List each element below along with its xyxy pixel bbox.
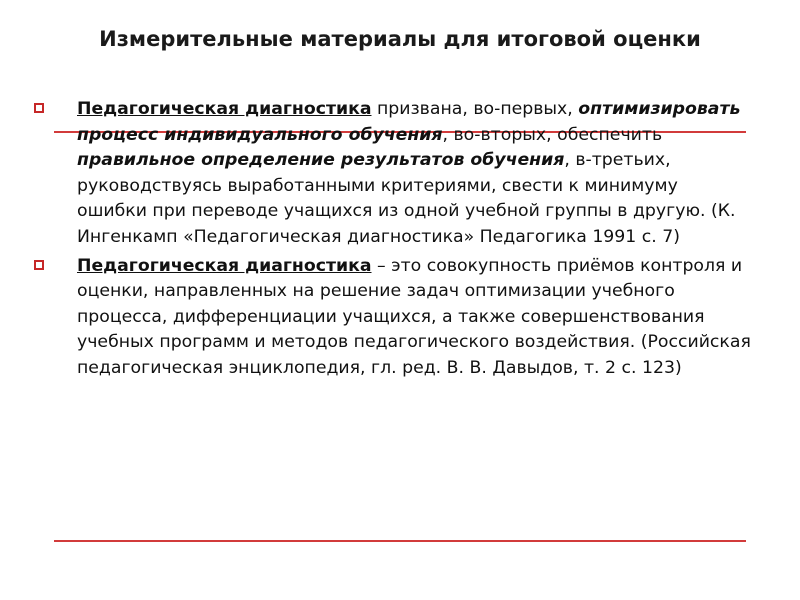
- bullet-item-encyclopedia: [32, 254, 752, 382]
- bullet-text: , во-вторых, обеспечить: [442, 124, 663, 145]
- bullet-list: [32, 97, 752, 385]
- term-pedagogical-diagnostics: Педагогическая диагностика: [77, 255, 372, 276]
- bullet-text: , в-третьих, руководствуясь выработанными критериями, свести к минимуму ошибки при переводе учащихся из одной учебной группы в другую. (К. Ингенкамп «Педагогическая диагностика» Педагогика 1991 с. 7): [77, 150, 736, 247]
- bullet-text: призвана, во-первых,: [371, 99, 579, 119]
- slide-title: Измерительные материалы для итоговой оценки: [99, 27, 701, 51]
- bullet-text: – это совокупность приёмов контроля и оценки, направленных на решение задач оптимизации учебного процесса, дифференциации учащихся, а также совершенствования учебных программ и методов педагогического воздействия. (Российская педагогическая энциклопедия, гл. ред. В. В. Давыдов, т. 2 с. 123): [77, 255, 751, 378]
- bullet-item-ingenkamp: [32, 97, 752, 251]
- hollow-square-bullet-icon: [34, 103, 44, 113]
- term-pedagogical-diagnostics: Педагогическая диагностика: [77, 99, 372, 119]
- hollow-square-bullet-icon: [34, 260, 44, 270]
- emphasis-correct-results: правильное определение результатов обучения: [77, 150, 565, 171]
- bottom-divider-line: [54, 540, 746, 542]
- emphasis-optimize-learning: оптимизировать процесс индивидуального обучения: [77, 99, 741, 145]
